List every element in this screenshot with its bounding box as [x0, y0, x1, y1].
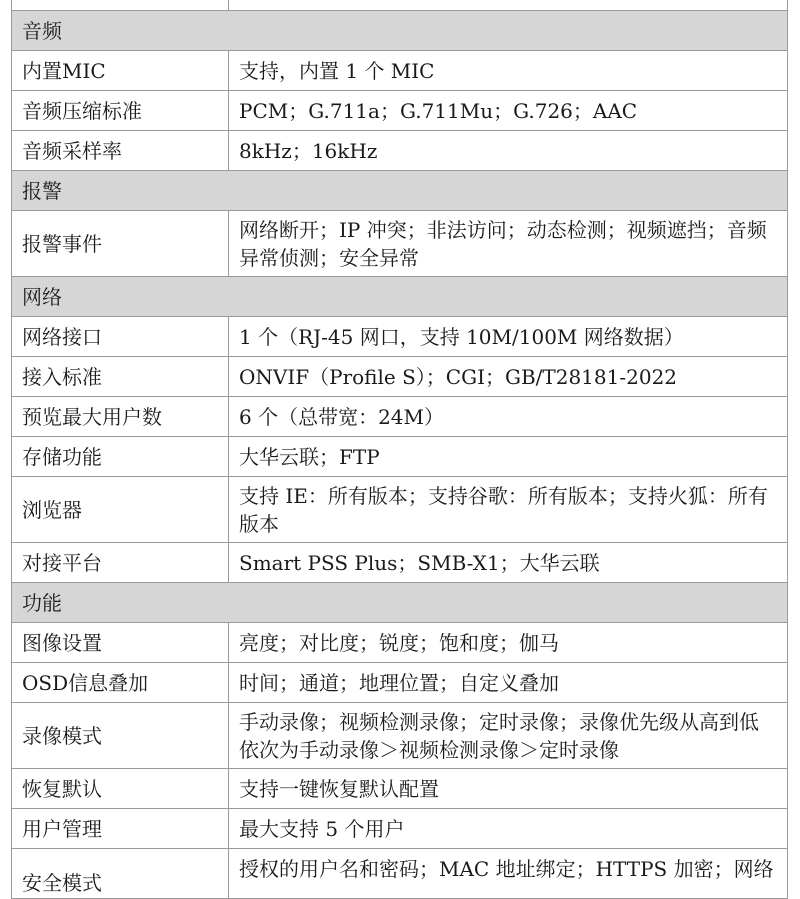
- spec-label: 报警事件: [12, 211, 229, 277]
- table-row: [12, 703, 788, 769]
- spec-value: 最大支持 5 个用户: [229, 809, 788, 849]
- section-header-alarm: [12, 171, 788, 211]
- spec-value: 亮度；对比度；锐度；饱和度；伽马: [229, 623, 788, 663]
- spec-label: 恢复默认: [12, 769, 229, 809]
- spec-value: 支持一键恢复默认配置: [229, 769, 788, 809]
- table-row: [12, 437, 788, 477]
- spec-label: 浏览器: [12, 477, 229, 543]
- spec-label: 音频采样率: [12, 131, 229, 171]
- spec-value: 支持 IE：所有版本；支持谷歌：所有版本；支持火狐：所有版本: [229, 477, 788, 543]
- table-row-clipped: [12, 849, 788, 899]
- table-row: [12, 769, 788, 809]
- spec-value: 6 个（总带宽：24M）: [229, 397, 788, 437]
- table-row: [12, 131, 788, 171]
- section-header-function: [12, 583, 788, 623]
- spec-table: [11, 0, 788, 899]
- table-row: [12, 317, 788, 357]
- spec-value: 网络断开；IP 冲突；非法访问；动态检测；视频遮挡；音频异常侦测；安全异常: [229, 211, 788, 277]
- table-row: [12, 211, 788, 277]
- table-row: [12, 809, 788, 849]
- table-row: [12, 477, 788, 543]
- spec-label: 网络接口: [12, 317, 229, 357]
- spec-value: 8kHz；16kHz: [229, 131, 788, 171]
- spec-label: 用户管理: [12, 809, 229, 849]
- spec-label: 安全模式: [12, 849, 229, 899]
- spec-label: 预览最大用户数: [12, 397, 229, 437]
- table-row: [12, 91, 788, 131]
- spec-value: 手动录像；视频检测录像；定时录像；录像优先级从高到低依次为手动录像＞视频检测录像＞定时录像: [229, 703, 788, 769]
- section-title: 报警: [12, 171, 788, 211]
- spec-label: 存储功能: [12, 437, 229, 477]
- table-row: [12, 397, 788, 437]
- spec-value: ONVIF（Profile S）；CGI；GB/T28181-2022: [229, 357, 788, 397]
- spec-value: PCM；G.711a；G.711Mu；G.726；AAC: [229, 91, 788, 131]
- spec-value: Smart PSS Plus；SMB-X1；大华云联: [229, 543, 788, 583]
- spec-label: 对接平台: [12, 543, 229, 583]
- spec-label: 接入标准: [12, 357, 229, 397]
- spec-label: 音频压缩标准: [12, 91, 229, 131]
- table-row: [12, 543, 788, 583]
- spec-label: 内置MIC: [12, 51, 229, 91]
- section-title: 功能: [12, 583, 788, 623]
- spec-label: 录像模式: [12, 703, 229, 769]
- spec-label: OSD信息叠加: [12, 663, 229, 703]
- spec-value: 授权的用户名和密码；MAC 地址绑定；HTTPS 加密；网络: [229, 849, 788, 899]
- spec-label: [12, 0, 229, 11]
- section-title: 音频: [12, 11, 788, 51]
- table-row-clipped: [12, 0, 788, 11]
- spec-value: 时间；通道；地理位置；自定义叠加: [229, 663, 788, 703]
- spec-value: [229, 0, 788, 11]
- table-row: [12, 623, 788, 663]
- spec-value: 大华云联；FTP: [229, 437, 788, 477]
- spec-value: 1 个（RJ-45 网口，支持 10M/100M 网络数据）: [229, 317, 788, 357]
- table-row: [12, 51, 788, 91]
- spec-value: 支持，内置 1 个 MIC: [229, 51, 788, 91]
- table-row: [12, 357, 788, 397]
- spec-label: 图像设置: [12, 623, 229, 663]
- section-header-network: [12, 277, 788, 317]
- table-row: [12, 663, 788, 703]
- section-title: 网络: [12, 277, 788, 317]
- section-header-audio: [12, 11, 788, 51]
